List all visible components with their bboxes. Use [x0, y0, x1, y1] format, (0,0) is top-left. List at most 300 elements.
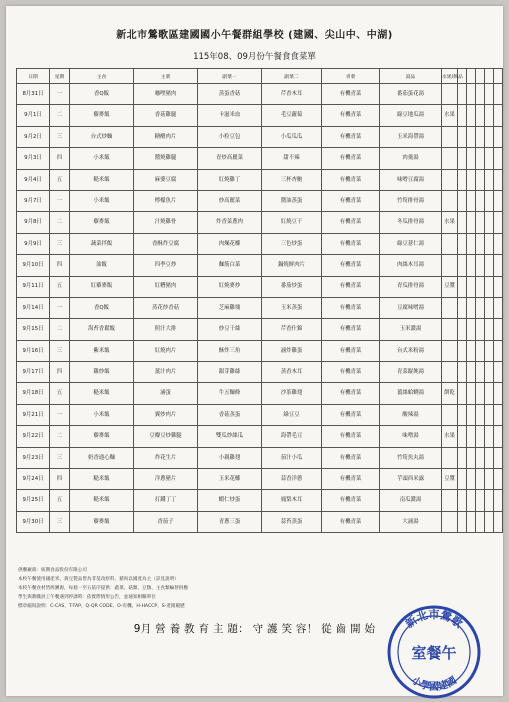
cell-nutrition — [458, 319, 467, 340]
table-row — [17, 126, 503, 147]
table-row — [17, 105, 503, 126]
cell-staple: 藜麥飯 — [70, 426, 134, 447]
cell-fruit — [442, 319, 458, 340]
cell-side-dish-2: 玉米蒸蛋 — [262, 297, 322, 318]
cell-fruit — [442, 340, 458, 361]
cell-nutrition — [467, 169, 476, 190]
header-vegetable: 青菜 — [322, 69, 380, 84]
cell-nutrition — [467, 511, 476, 532]
cell-side-dish-1: 炒豆干絲 — [198, 319, 262, 340]
cell-date: 9月23日 — [17, 447, 50, 468]
cell-nutrition — [476, 340, 485, 361]
cell-nutrition — [458, 126, 467, 147]
cell-main-dish: 香菇雞腿 — [134, 105, 198, 126]
cell-day: 一 — [50, 84, 70, 105]
cell-nutrition — [494, 126, 503, 147]
cell-day: 三 — [50, 447, 70, 468]
cell-vegetable: 有機青菜 — [322, 319, 380, 340]
table-row — [17, 233, 503, 254]
cell-vegetable: 有機青菜 — [322, 404, 380, 425]
cell-nutrition — [494, 233, 503, 254]
cell-fruit — [442, 190, 458, 211]
cell-nutrition — [494, 255, 503, 276]
cell-day: 五 — [50, 383, 70, 404]
svg-text:小學國建國 — [409, 673, 459, 693]
document-subtitle: 115年08、09月份午餐食食菜單 — [193, 52, 316, 62]
cell-nutrition — [485, 190, 494, 211]
table-row — [17, 255, 503, 276]
cell-vegetable: 有機青菜 — [322, 340, 380, 361]
cell-side-dish-2: 茄汁小瓜 — [262, 447, 322, 468]
cell-soup: 芋頭西米露 — [380, 469, 442, 490]
cell-nutrition — [494, 340, 503, 361]
cell-nutrition — [494, 426, 503, 447]
cell-nutrition — [476, 212, 485, 233]
cell-day: 五 — [50, 169, 70, 190]
cell-nutrition — [476, 169, 485, 190]
cell-nutrition — [485, 319, 494, 340]
cell-nutrition — [458, 297, 467, 318]
cell-day: 五 — [50, 276, 70, 297]
cell-nutrition — [476, 447, 485, 468]
cell-vegetable: 有機青菜 — [322, 233, 380, 254]
cell-staple: 紅藜麥飯 — [70, 276, 134, 297]
cell-side-dish-1: 牛五麵條 — [198, 383, 262, 404]
cell-vegetable: 有機青菜 — [322, 84, 380, 105]
cell-date: 9月1日 — [17, 105, 50, 126]
cell-side-dish-2: 醬油蒸蛋 — [262, 190, 322, 211]
cell-side-dish-1: 麵筋白菜 — [198, 255, 262, 276]
cell-nutrition — [458, 340, 467, 361]
note-line: 本校午餐食材皆經溯源，每週一至五依序提供：蔬菜、菇類、豆類、主食類輪替供應 — [18, 586, 188, 591]
cell-date: 8月31日 — [17, 84, 50, 105]
cell-main-dish: 醬燒雞腿 — [134, 148, 198, 169]
header-side-dish-2: 副菜二 — [262, 69, 322, 84]
header-main-dish: 主菜 — [134, 69, 198, 84]
menu-table-body — [17, 84, 503, 533]
cell-staple: 奶香通心麵 — [70, 447, 134, 468]
cell-side-dish-2: 滷炸雞蛋 — [262, 340, 322, 361]
cell-vegetable: 有機青菜 — [322, 190, 380, 211]
svg-text:新北市鶯歌 — [402, 607, 465, 631]
cell-staple: 小米飯 — [70, 404, 134, 425]
table-row — [17, 297, 503, 318]
cell-staple: 藜麥飯 — [70, 511, 134, 532]
cell-day: 三 — [50, 233, 70, 254]
cell-vegetable: 有機青菜 — [322, 276, 380, 297]
cell-nutrition — [458, 190, 467, 211]
cell-nutrition — [485, 404, 494, 425]
cell-nutrition — [458, 469, 467, 490]
cell-side-dish-1: 雙瓜炒絲瓜 — [198, 426, 262, 447]
cell-nutrition — [485, 148, 494, 169]
seal-top-text: 新北市鶯歌 — [403, 608, 465, 631]
table-row — [17, 190, 503, 211]
cell-staple: 藜麥飯 — [70, 212, 134, 233]
cell-staple: 香Q飯 — [70, 84, 134, 105]
cell-main-dish: 滷蛋 — [134, 383, 198, 404]
cell-day: 四 — [50, 362, 70, 383]
cell-nutrition — [494, 190, 503, 211]
cell-nutrition — [494, 105, 503, 126]
cell-staple: 小米飯 — [70, 148, 134, 169]
cell-nutrition — [467, 190, 476, 211]
cell-day: 五 — [50, 490, 70, 511]
cell-nutrition — [476, 297, 485, 318]
seal-bottom-text: 小學國建國 — [409, 675, 459, 693]
cell-side-dish-1: 蝦仁炒蛋 — [198, 490, 262, 511]
cell-vegetable: 有機青菜 — [322, 469, 380, 490]
cell-nutrition — [494, 148, 503, 169]
cell-nutrition — [485, 383, 494, 404]
cell-soup: 番茄蛋花湯 — [380, 84, 442, 105]
cell-nutrition — [476, 511, 485, 532]
cell-nutrition — [467, 319, 476, 340]
cell-nutrition — [494, 511, 503, 532]
document-title: 新北市鶯歌區建國國小午餐群組學校 (建國、尖山中、中湖) — [116, 30, 393, 41]
cell-nutrition — [485, 105, 494, 126]
cell-fruit — [442, 297, 458, 318]
cell-soup: 南瓜濃湯 — [380, 490, 442, 511]
cell-nutrition — [476, 148, 485, 169]
menu-table — [16, 68, 503, 533]
header-nutrition — [494, 69, 503, 84]
cell-side-dish-2: 紅燒豆干 — [262, 212, 322, 233]
cell-staple: 蔬菜拌飯 — [70, 233, 134, 254]
cell-soup: 竹筍排骨湯 — [380, 190, 442, 211]
cell-side-dish-1: 小粒豆包 — [198, 126, 262, 147]
cell-vegetable: 有機青菜 — [322, 169, 380, 190]
cell-nutrition — [458, 511, 467, 532]
cell-day: 三 — [50, 511, 70, 532]
cell-side-dish-1: 蒸蛋香菇 — [198, 84, 262, 105]
cell-staple: 糙米飯 — [70, 490, 134, 511]
cell-nutrition — [494, 383, 503, 404]
cell-soup: 肉羹湯 — [380, 148, 442, 169]
cell-side-dish-1: 小親雞翅 — [198, 447, 262, 468]
cell-nutrition — [485, 447, 494, 468]
cell-soup: 薑絲蛤蜊湯 — [380, 383, 442, 404]
cell-date: 9月18日 — [17, 383, 50, 404]
cell-main-dish: 四季豆炒 — [134, 255, 198, 276]
cell-nutrition — [467, 105, 476, 126]
cell-soup: 綠豆地瓜湯 — [380, 105, 442, 126]
cell-day: 三 — [50, 126, 70, 147]
table-row — [17, 276, 503, 297]
table-row — [17, 469, 503, 490]
cell-fruit: 餅乾 — [442, 383, 458, 404]
cell-nutrition — [467, 426, 476, 447]
cell-side-dish-2: 芹香什錦 — [262, 319, 322, 340]
cell-nutrition — [458, 105, 467, 126]
cell-nutrition — [476, 126, 485, 147]
cell-nutrition — [485, 276, 494, 297]
cell-nutrition — [476, 426, 485, 447]
cell-main-dish: 汁燒雞骨 — [134, 212, 198, 233]
note-line: 本校午餐使用國產米、黃豆製品皆為非基改原料，豬肉以國產為主（詳見說明） — [18, 577, 179, 582]
cell-nutrition — [467, 255, 476, 276]
cell-nutrition — [458, 169, 467, 190]
cell-nutrition — [494, 276, 503, 297]
cell-nutrition — [467, 126, 476, 147]
cell-main-dish: 打鐵丁丁 — [134, 490, 198, 511]
cell-nutrition — [476, 383, 485, 404]
cell-side-dish-1: 青蔥三蛋 — [198, 511, 262, 532]
cell-side-dish-1: 芝麻雞塊 — [198, 297, 262, 318]
cell-side-dish-1: 玉米花椰 — [198, 469, 262, 490]
cell-day: 一 — [50, 190, 70, 211]
cell-date: 9月15日 — [17, 319, 50, 340]
cell-nutrition — [458, 383, 467, 404]
cell-date: 9月10日 — [17, 255, 50, 276]
cell-date: 9月9日 — [17, 233, 50, 254]
cell-nutrition — [476, 319, 485, 340]
cell-day: 二 — [50, 212, 70, 233]
cell-date: 9月2日 — [17, 126, 50, 147]
cell-nutrition — [467, 84, 476, 105]
cell-vegetable: 有機青菜 — [322, 105, 380, 126]
cell-vegetable: 有機青菜 — [322, 255, 380, 276]
table-row — [17, 426, 503, 447]
cell-date: 9月25日 — [17, 490, 50, 511]
table-row — [17, 169, 503, 190]
cell-main-dish: 紅糟豬肉 — [134, 276, 198, 297]
cell-staple: 藜麥飯 — [70, 105, 134, 126]
cell-side-dish-2: 綠豆豆 — [262, 404, 322, 425]
header-staple: 主食 — [70, 69, 134, 84]
cell-nutrition — [476, 84, 485, 105]
nutrition-theme: 9月 營 養 教 育 主 題： 守 護 笑 容！ 從 齒 開 始 — [133, 623, 376, 635]
cell-main-dish: 麻婆豆腐 — [134, 169, 198, 190]
cell-fruit: 豆漿 — [442, 469, 458, 490]
cell-side-dish-1: 肉燥花椰 — [198, 233, 262, 254]
cell-nutrition — [476, 255, 485, 276]
cell-nutrition — [485, 126, 494, 147]
note-line: 標章縮寫說明：C-CAS、T-TAP、Q-QR CODE、O-有機、H-HACCP、S-產銷履歷 — [18, 604, 185, 609]
cell-nutrition — [458, 404, 467, 425]
cell-side-dish-1: 紅燒雞丁 — [198, 169, 262, 190]
cell-vegetable: 有機青菜 — [322, 362, 380, 383]
cell-soup: 豆腐味噌湯 — [380, 297, 442, 318]
cell-fruit — [442, 169, 458, 190]
cell-soup: 肉絲木耳湯 — [380, 255, 442, 276]
cell-fruit — [442, 233, 458, 254]
cell-day: 二 — [50, 319, 70, 340]
cell-soup: 綠豆薏仁湯 — [380, 233, 442, 254]
cell-date: 9月4日 — [17, 169, 50, 190]
cell-side-dish-1: 香菇蒸蛋 — [198, 404, 262, 425]
cell-nutrition — [467, 233, 476, 254]
cell-nutrition — [467, 383, 476, 404]
cell-side-dish-2: 沙茶雞翅 — [262, 383, 322, 404]
table-row — [17, 84, 503, 105]
cell-fruit — [442, 148, 458, 169]
cell-fruit: 水果 — [442, 212, 458, 233]
cell-nutrition — [485, 426, 494, 447]
cell-soup: 玉米海帶湯 — [380, 126, 442, 147]
cell-fruit — [442, 404, 458, 425]
cell-main-dish: 香茄子 — [134, 511, 198, 532]
cell-side-dish-2: 小瓜瓜瓜 — [262, 126, 322, 147]
cell-main-dish: 檸檬魚片 — [134, 190, 198, 211]
cell-nutrition — [467, 404, 476, 425]
cell-date: 9月8日 — [17, 212, 50, 233]
cell-soup: 玉米濃湯 — [380, 319, 442, 340]
school-seal-stamp — [384, 602, 484, 702]
cell-vegetable: 有機青菜 — [322, 297, 380, 318]
cell-main-dish: 咖哩豬肉 — [134, 84, 198, 105]
cell-nutrition — [476, 362, 485, 383]
cell-nutrition — [467, 276, 476, 297]
cell-date: 9月7日 — [17, 190, 50, 211]
cell-main-dish: 紅燒肉片 — [134, 340, 198, 361]
cell-side-dish-2: 海帶毛豆 — [262, 426, 322, 447]
cell-date: 9月21日 — [17, 404, 50, 425]
cell-soup: 味噌湯 — [380, 426, 442, 447]
header-fruit: 水果/飲品 — [442, 69, 458, 84]
cell-nutrition — [485, 362, 494, 383]
table-row — [17, 490, 503, 511]
cell-nutrition — [467, 148, 476, 169]
cell-soup: 竹筍魚丸湯 — [380, 447, 442, 468]
note-line: 學生與教職員工午餐遇到停課時：依實際情形公告，並通知相關單位 — [18, 595, 156, 600]
cell-fruit — [442, 447, 458, 468]
cell-date: 9月3日 — [17, 148, 50, 169]
cell-nutrition — [476, 404, 485, 425]
cell-nutrition — [494, 212, 503, 233]
cell-nutrition — [467, 469, 476, 490]
cell-date: 9月14日 — [17, 297, 50, 318]
cell-soup: 酸辣湯 — [380, 404, 442, 425]
cell-vegetable: 有機青菜 — [322, 383, 380, 404]
header-nutrition — [476, 69, 485, 84]
cell-nutrition — [494, 490, 503, 511]
cell-main-dish: 炸花生片 — [134, 447, 198, 468]
cell-nutrition — [485, 84, 494, 105]
cell-vegetable: 有機青菜 — [322, 212, 380, 233]
cell-nutrition — [494, 404, 503, 425]
cell-vegetable: 有機青菜 — [322, 148, 380, 169]
cell-side-dish-1: 青炒高麗菜 — [198, 148, 262, 169]
cell-date: 9月11日 — [17, 276, 50, 297]
cell-main-dish: 薑汁肉片 — [134, 362, 198, 383]
cell-soup: 大滷湯 — [380, 511, 442, 532]
cell-soup: 冬瓜排骨湯 — [380, 212, 442, 233]
cell-staple: 糙米飯 — [70, 383, 134, 404]
cell-side-dish-2: 三杯杏鮑 — [262, 169, 322, 190]
cell-day: 二 — [50, 426, 70, 447]
cell-nutrition — [485, 490, 494, 511]
cell-fruit — [442, 255, 458, 276]
cell-nutrition — [494, 469, 503, 490]
cell-nutrition — [494, 297, 503, 318]
cell-vegetable: 有機青菜 — [322, 126, 380, 147]
header-nutrition — [467, 69, 476, 84]
header-date: 日期 — [17, 69, 50, 84]
cell-date: 9月16日 — [17, 340, 50, 361]
cell-day: 二 — [50, 105, 70, 126]
cell-nutrition — [485, 340, 494, 361]
cell-soup: 味噌豆腐湯 — [380, 169, 442, 190]
cell-main-dish: 洋蔥豬片 — [134, 469, 198, 490]
cell-main-dish: 香酥炸豆腐 — [134, 233, 198, 254]
cell-nutrition — [458, 212, 467, 233]
header-soup: 湯品 — [380, 69, 442, 84]
cell-nutrition — [485, 297, 494, 318]
cell-nutrition — [458, 447, 467, 468]
cell-side-dish-1: 銀芽雞絲 — [198, 362, 262, 383]
table-header-row — [17, 69, 503, 84]
cell-day: 四 — [50, 469, 70, 490]
cell-side-dish-2: 毛豆蘿蔔 — [262, 105, 322, 126]
cell-nutrition — [485, 212, 494, 233]
cell-fruit — [442, 362, 458, 383]
cell-staple: 糙米飯 — [70, 169, 134, 190]
cell-nutrition — [476, 105, 485, 126]
cell-fruit: 水果 — [442, 426, 458, 447]
menu-document — [6, 6, 503, 696]
cell-main-dish: 豆瓣豆炒雞腿 — [134, 426, 198, 447]
cell-staple: 香Q飯 — [70, 297, 134, 318]
cell-nutrition — [494, 84, 503, 105]
cell-staple: 糙米飯 — [70, 469, 134, 490]
table-row — [17, 383, 503, 404]
cell-side-dish-1: 卡滋米血 — [198, 105, 262, 126]
cell-side-dish-1: 酥炸三角 — [198, 340, 262, 361]
cell-main-dish: 照汁大排 — [134, 319, 198, 340]
cell-nutrition — [476, 490, 485, 511]
cell-side-dish-2: 鍋燒鮮肉片 — [262, 255, 322, 276]
table-row — [17, 404, 503, 425]
cell-date: 9月30日 — [17, 511, 50, 532]
cell-side-dish-2: 蒜苔蒸蛋 — [262, 511, 322, 532]
table-row — [17, 362, 503, 383]
cell-day: 一 — [50, 404, 70, 425]
cell-nutrition — [476, 276, 485, 297]
cell-soup: 青菜餛飩湯 — [380, 362, 442, 383]
cell-nutrition — [458, 84, 467, 105]
cell-fruit: 水果 — [442, 105, 458, 126]
cell-side-dish-2: 番茄炒蛋 — [262, 276, 322, 297]
header-nutrition — [485, 69, 494, 84]
cell-main-dish: 翼炒肉片 — [134, 404, 198, 425]
cell-nutrition — [458, 426, 467, 447]
table-row — [17, 148, 503, 169]
seal-center-text: 室餐午 — [411, 644, 457, 662]
cell-vegetable: 有機青菜 — [322, 490, 380, 511]
cell-nutrition — [458, 490, 467, 511]
cell-nutrition — [485, 169, 494, 190]
cell-nutrition — [485, 255, 494, 276]
cell-date: 9月17日 — [17, 362, 50, 383]
note-line: 供餐廠商：統興食品股份有限公司 — [18, 568, 87, 573]
cell-nutrition — [458, 362, 467, 383]
cell-staple: 雞炒飯 — [70, 362, 134, 383]
cell-main-dish: 糖醋肉片 — [134, 126, 198, 147]
cell-nutrition — [476, 469, 485, 490]
cell-side-dish-2: 蒜香洋蔥 — [262, 469, 322, 490]
cell-nutrition — [458, 233, 467, 254]
cell-side-dish-2: 甜不辣 — [262, 148, 322, 169]
cell-main-dish: 蒸花炒香菇 — [134, 297, 198, 318]
cell-side-dish-2: 芹香木耳 — [262, 84, 322, 105]
header-day: 星期 — [50, 69, 70, 84]
cell-side-dish-1: 紅燒麥炒 — [198, 276, 262, 297]
cell-fruit — [442, 490, 458, 511]
cell-side-dish-2: 鳳梨木耳 — [262, 490, 322, 511]
table-row — [17, 340, 503, 361]
cell-soup: 台式米粉湯 — [380, 340, 442, 361]
